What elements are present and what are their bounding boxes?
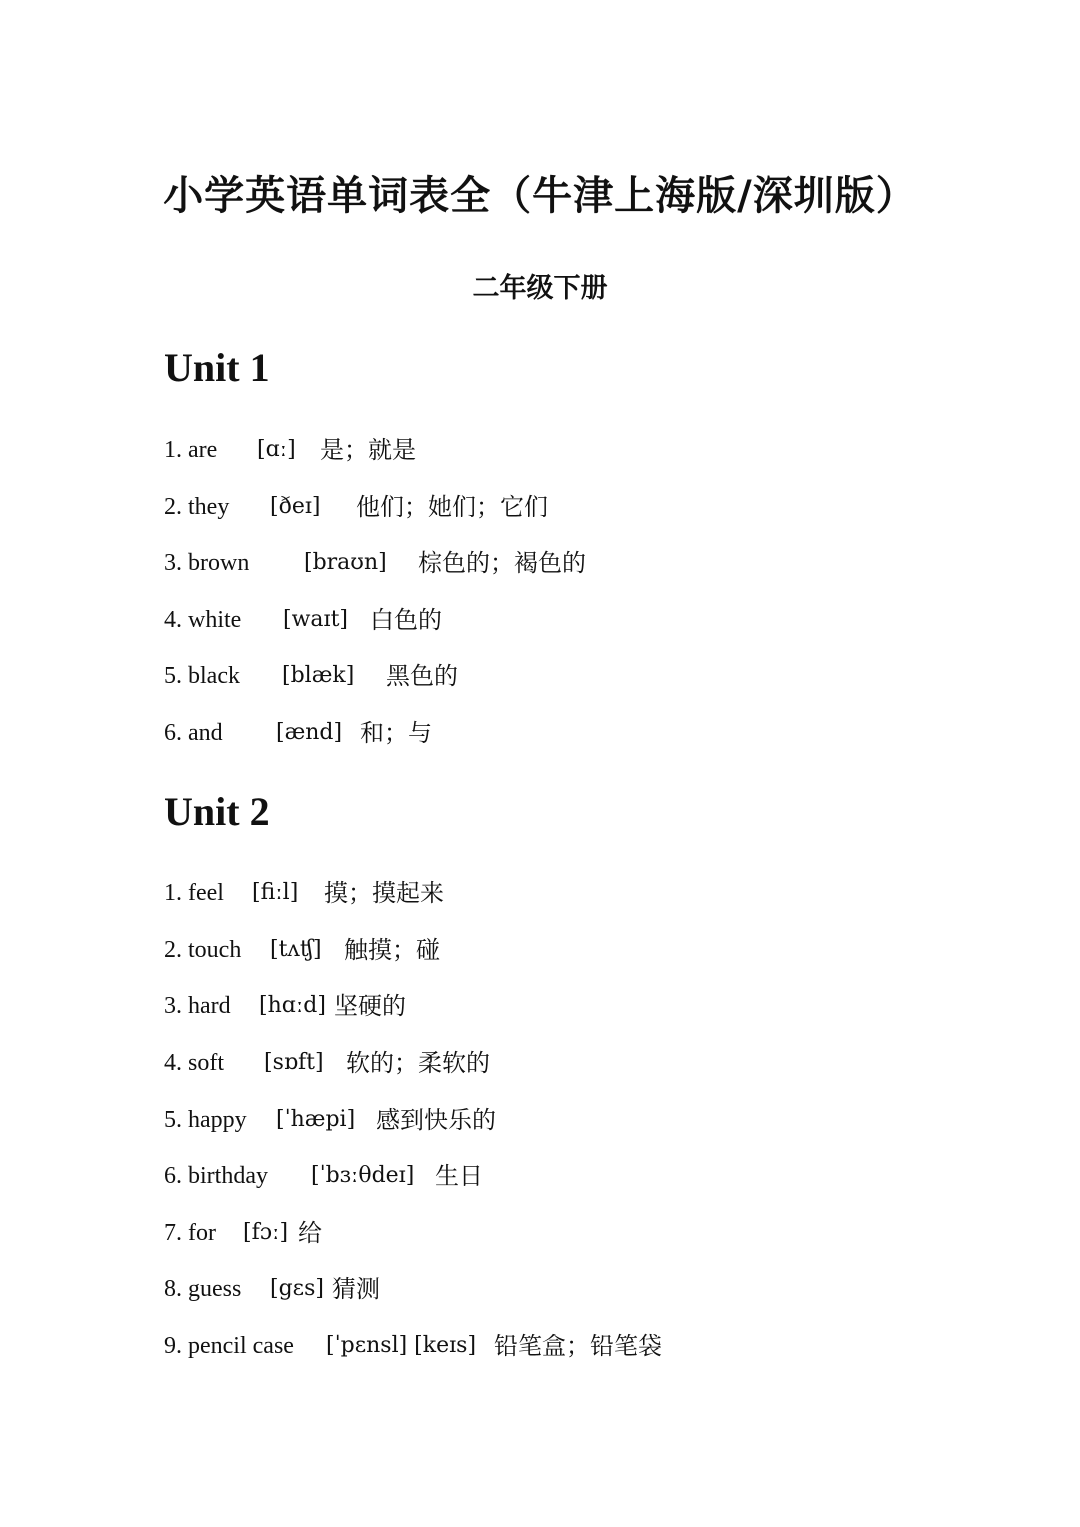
word-meaning: 铅笔盒；铅笔袋	[494, 1332, 662, 1360]
unit-heading: Unit 2	[164, 789, 270, 834]
word-meaning: 他们；她们；它们	[356, 493, 548, 521]
word-text: 4. soft	[164, 1050, 224, 1076]
word-meaning: 感到快乐的	[376, 1106, 496, 1134]
word-meaning: 软的；柔软的	[346, 1049, 490, 1077]
word-text: 9. pencil case	[164, 1333, 294, 1359]
document-subtitle: 二年级下册	[472, 273, 608, 304]
word-text: 3. brown	[164, 550, 250, 576]
word-text: 4. white	[164, 607, 242, 633]
word-phonetic: [gɛs]	[270, 1276, 324, 1301]
word-phonetic: [ˈhæpi]	[276, 1107, 356, 1132]
word-phonetic: [blæk]	[282, 663, 355, 688]
word-phonetic: [ɑː]	[257, 437, 296, 462]
word-meaning: 坚硬的	[334, 992, 406, 1020]
word-phonetic: [braʊn]	[304, 550, 387, 575]
unit-heading: Unit 1	[164, 345, 270, 390]
word-phonetic: [hɑːd]	[259, 993, 326, 1018]
word-meaning: 生日	[435, 1162, 483, 1190]
word-text: 6. birthday	[164, 1163, 268, 1189]
word-phonetic: [ˈpɛnsl] [keɪs]	[326, 1333, 477, 1358]
word-meaning: 和；与	[360, 719, 432, 747]
word-phonetic: [fiːl]	[252, 880, 299, 905]
word-text: 6. and	[164, 720, 223, 746]
word-phonetic: [waɪt]	[283, 607, 348, 632]
word-phonetic: [ænd]	[276, 720, 343, 745]
word-phonetic: [sɒft]	[264, 1050, 324, 1075]
word-text: 1. are	[164, 437, 218, 463]
word-meaning: 黑色的	[386, 662, 458, 690]
word-phonetic: [tʌʧ]	[270, 937, 322, 962]
document-title: 小学英语单词表全（牛津上海版/深圳版）	[163, 173, 917, 219]
word-meaning: 猜测	[332, 1275, 380, 1303]
word-text: 3. hard	[164, 993, 231, 1019]
word-meaning: 摸；摸起来	[324, 879, 444, 907]
word-text: 7. for	[164, 1220, 216, 1246]
word-text: 1. feel	[164, 880, 224, 906]
word-phonetic: [ˈbɜːθdeɪ]	[311, 1163, 415, 1188]
word-meaning: 白色的	[370, 606, 442, 634]
word-phonetic: [fɔː]	[243, 1220, 289, 1245]
word-meaning: 棕色的；褐色的	[418, 549, 586, 577]
word-phonetic: [ðeɪ]	[270, 494, 321, 519]
word-meaning: 是；就是	[320, 436, 416, 464]
word-text: 2. they	[164, 494, 230, 520]
word-text: 5. black	[164, 663, 240, 689]
word-text: 2. touch	[164, 937, 242, 963]
word-text: 5. happy	[164, 1107, 247, 1133]
word-meaning: 触摸；碰	[344, 936, 440, 964]
word-text: 8. guess	[164, 1276, 242, 1302]
word-meaning: 给	[298, 1219, 322, 1247]
